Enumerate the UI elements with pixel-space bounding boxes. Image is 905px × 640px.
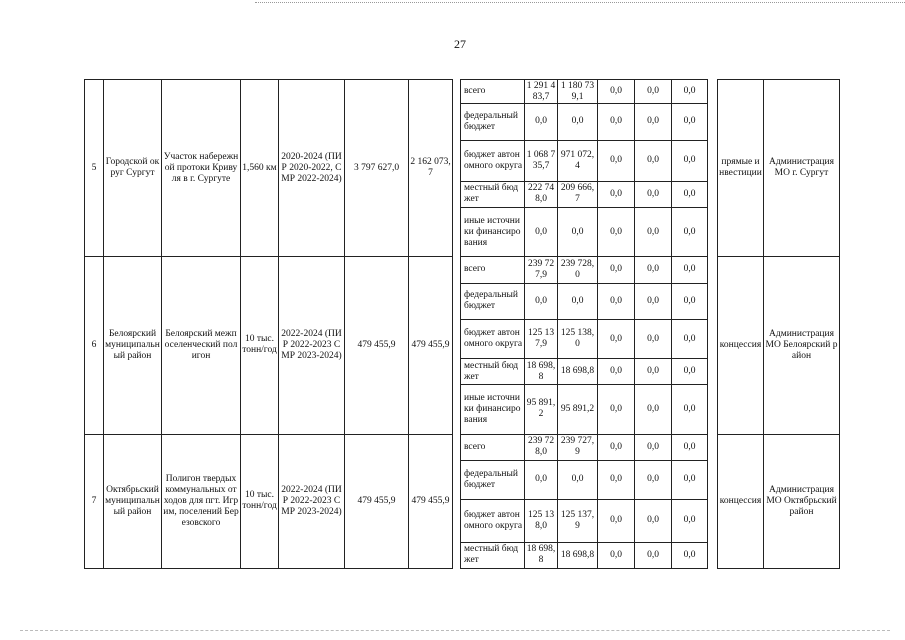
capacity-cell: 1,560 км: [241, 80, 279, 257]
value-cell: 0,0: [672, 181, 708, 207]
row-number: 6: [85, 257, 104, 434]
table-row: [85, 80, 840, 104]
value-cell: 0,0: [635, 207, 672, 256]
municipality-cell: Октябрьский муниципальный район: [104, 434, 162, 568]
value-cell: 1 291 483,7: [525, 80, 558, 104]
capacity-cell: 10 тыс. тонн/год: [241, 257, 279, 434]
value-cell: 0,0: [672, 542, 708, 568]
row-number: 7: [85, 434, 104, 568]
financing-source: местный бюджет: [461, 359, 525, 385]
value-cell: 0,0: [635, 542, 672, 568]
value-cell: 971 072,4: [558, 140, 598, 181]
object-cell: Белоярский межпоселенческий полигон: [162, 257, 241, 434]
value-cell: 125 138,0: [525, 499, 558, 542]
value-cell: 1 068 735,7: [525, 140, 558, 181]
value-cell: 18 698,8: [525, 542, 558, 568]
investment-projects-table: [84, 79, 840, 569]
value-cell: 0,0: [598, 140, 635, 181]
value-cell: 0,0: [635, 385, 672, 434]
value-cell: 0,0: [672, 499, 708, 542]
table-row: [85, 434, 840, 460]
value-cell: 125 137,9: [558, 499, 598, 542]
value-cell: 18 698,8: [558, 542, 598, 568]
value-cell: 18 698,8: [525, 359, 558, 385]
value-cell: 0,0: [525, 104, 558, 141]
column-gap: [453, 257, 461, 434]
value-cell: 0,0: [558, 104, 598, 141]
value-cell: 0,0: [598, 542, 635, 568]
financing-source: местный бюджет: [461, 542, 525, 568]
value-cell: 0,0: [598, 257, 635, 283]
financing-source: федеральный бюджет: [461, 283, 525, 320]
period-cell: 2022-2024 (ПИР 2022-2023 СМР 2023-2024): [279, 257, 345, 434]
value-cell: 0,0: [672, 104, 708, 141]
value-cell: 0,0: [635, 283, 672, 320]
remaining-cost-cell: 479 455,9: [409, 434, 453, 568]
value-cell: 18 698,8: [558, 359, 598, 385]
total-cost-cell: 479 455,9: [345, 257, 409, 434]
value-cell: 0,0: [598, 460, 635, 499]
value-cell: 0,0: [598, 207, 635, 256]
value-cell: 0,0: [635, 499, 672, 542]
remaining-cost-cell: 479 455,9: [409, 257, 453, 434]
financing-source: бюджет автономного округа: [461, 140, 525, 181]
total-cost-cell: 3 797 627,0: [345, 80, 409, 257]
value-cell: 0,0: [558, 283, 598, 320]
column-gap: [708, 257, 718, 434]
column-gap: [453, 80, 461, 257]
responsible-cell: Администрация МО Октябрьский район: [764, 434, 840, 568]
municipality-cell: Городской округ Сургут: [104, 80, 162, 257]
value-cell: 125 138,0: [558, 320, 598, 359]
value-cell: 0,0: [672, 359, 708, 385]
responsible-cell: Администрация МО г. Сургут: [764, 80, 840, 257]
mechanism-cell: прямые инвестиции: [718, 80, 764, 257]
financing-source: бюджет автономного округа: [461, 499, 525, 542]
value-cell: 0,0: [635, 257, 672, 283]
value-cell: 0,0: [672, 80, 708, 104]
value-cell: 0,0: [598, 359, 635, 385]
value-cell: 0,0: [635, 181, 672, 207]
value-cell: 0,0: [635, 359, 672, 385]
value-cell: 95 891,2: [525, 385, 558, 434]
financing-source: бюджет автономного округа: [461, 320, 525, 359]
object-cell: Полигон твердых коммунальных отходов для пгт. Игрим, поселений Березовского: [162, 434, 241, 568]
column-gap: [708, 434, 718, 568]
value-cell: 0,0: [672, 257, 708, 283]
value-cell: 239 727,9: [558, 434, 598, 460]
object-cell: Участок набережной протоки Кривуля в г. Сургуте: [162, 80, 241, 257]
value-cell: 0,0: [598, 283, 635, 320]
mechanism-cell: концессия: [718, 434, 764, 568]
value-cell: 1 180 739,1: [558, 80, 598, 104]
municipality-cell: Белоярский муниципальный район: [104, 257, 162, 434]
value-cell: 0,0: [672, 320, 708, 359]
period-cell: 2022-2024 (ПИР 2022-2023 СМР 2023-2024): [279, 434, 345, 568]
value-cell: 209 666,7: [558, 181, 598, 207]
value-cell: 0,0: [558, 207, 598, 256]
value-cell: 0,0: [598, 385, 635, 434]
value-cell: 0,0: [598, 80, 635, 104]
period-cell: 2020-2024 (ПИР 2020-2022, СМР 2022-2024): [279, 80, 345, 257]
value-cell: 95 891,2: [558, 385, 598, 434]
value-cell: 0,0: [598, 499, 635, 542]
value-cell: 0,0: [635, 434, 672, 460]
total-cost-cell: 479 455,9: [345, 434, 409, 568]
value-cell: 0,0: [635, 320, 672, 359]
value-cell: 0,0: [598, 181, 635, 207]
financing-source: всего: [461, 80, 525, 104]
value-cell: 0,0: [635, 140, 672, 181]
table-row: [85, 257, 840, 283]
column-gap: [708, 80, 718, 257]
financing-source: местный бюджет: [461, 181, 525, 207]
value-cell: 0,0: [525, 283, 558, 320]
value-cell: 0,0: [672, 207, 708, 256]
value-cell: 239 728,0: [525, 434, 558, 460]
financing-source: всего: [461, 434, 525, 460]
remaining-cost-cell: 2 162 073,7: [409, 80, 453, 257]
value-cell: 0,0: [635, 104, 672, 141]
value-cell: 0,0: [598, 434, 635, 460]
page-number: 27: [454, 37, 466, 51]
scan-bottom-edge: [20, 630, 890, 631]
value-cell: 0,0: [672, 283, 708, 320]
value-cell: 239 728,0: [558, 257, 598, 283]
scan-top-edge: [255, 2, 905, 3]
mechanism-cell: концессия: [718, 257, 764, 434]
value-cell: 0,0: [598, 104, 635, 141]
value-cell: 0,0: [635, 460, 672, 499]
value-cell: 125 137,9: [525, 320, 558, 359]
financing-source: федеральный бюджет: [461, 104, 525, 141]
value-cell: 0,0: [672, 385, 708, 434]
value-cell: 0,0: [672, 434, 708, 460]
value-cell: 222 748,0: [525, 181, 558, 207]
financing-source: федеральный бюджет: [461, 460, 525, 499]
financing-source: всего: [461, 257, 525, 283]
column-gap: [453, 434, 461, 568]
value-cell: 239 727,9: [525, 257, 558, 283]
value-cell: 0,0: [558, 460, 598, 499]
value-cell: 0,0: [635, 80, 672, 104]
financing-source: иные источники финансирования: [461, 207, 525, 256]
value-cell: 0,0: [672, 460, 708, 499]
value-cell: 0,0: [525, 460, 558, 499]
capacity-cell: 10 тыс. тонн/год: [241, 434, 279, 568]
value-cell: 0,0: [598, 320, 635, 359]
value-cell: 0,0: [672, 140, 708, 181]
responsible-cell: Администрация МО Белоярский район: [764, 257, 840, 434]
row-number: 5: [85, 80, 104, 257]
value-cell: 0,0: [525, 207, 558, 256]
financing-source: иные источники финансирования: [461, 385, 525, 434]
